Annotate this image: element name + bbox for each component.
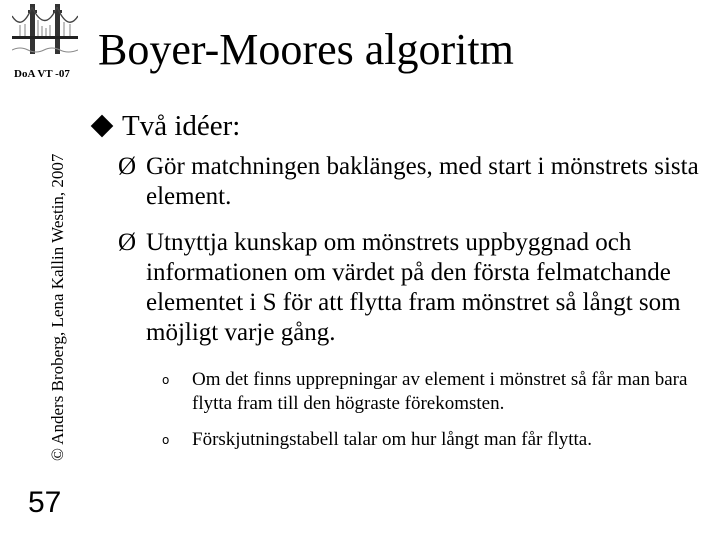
main-bullet-text: Två idéer:: [122, 110, 241, 142]
page-number: 57: [28, 486, 62, 519]
sub-sub-point: [162, 368, 712, 416]
diamond-bullet-icon: [91, 115, 114, 138]
arrow-bullet-icon: Ø: [118, 229, 137, 256]
copyright-text: © Anders Broberg, Lena Kallin Westin, 2007: [48, 153, 67, 461]
sub-point-text: Utnyttja kunskap om mönstrets uppbyggnad och informationen om värdet på den första felmatchande elementet i S för att flytta fram mönstret så långt som möjligt varje gång.: [146, 229, 681, 346]
circle-bullet-icon: o: [162, 433, 170, 447]
sub-sub-point-text: Om det finns upprepningar av element i mönstret så får man bara flytta fram till den högraste förekomsten.: [192, 369, 688, 414]
course-label: DoA VT -07: [14, 68, 70, 80]
sub-sub-point-text: Förskjutningstabell talar om hur långt man får flytta.: [192, 429, 592, 450]
bridge-logo-icon: [12, 2, 78, 58]
main-bullet: [92, 110, 240, 143]
sub-point-text: Gör matchningen baklänges, med start i mönstrets sista element.: [146, 153, 699, 210]
slide-title: Boyer-Moores algoritm: [98, 25, 514, 74]
sub-point: [118, 228, 708, 348]
sub-sub-point: [162, 428, 712, 452]
arrow-bullet-icon: Ø: [118, 153, 137, 180]
sub-point: [118, 152, 708, 212]
circle-bullet-icon: o: [162, 373, 170, 387]
